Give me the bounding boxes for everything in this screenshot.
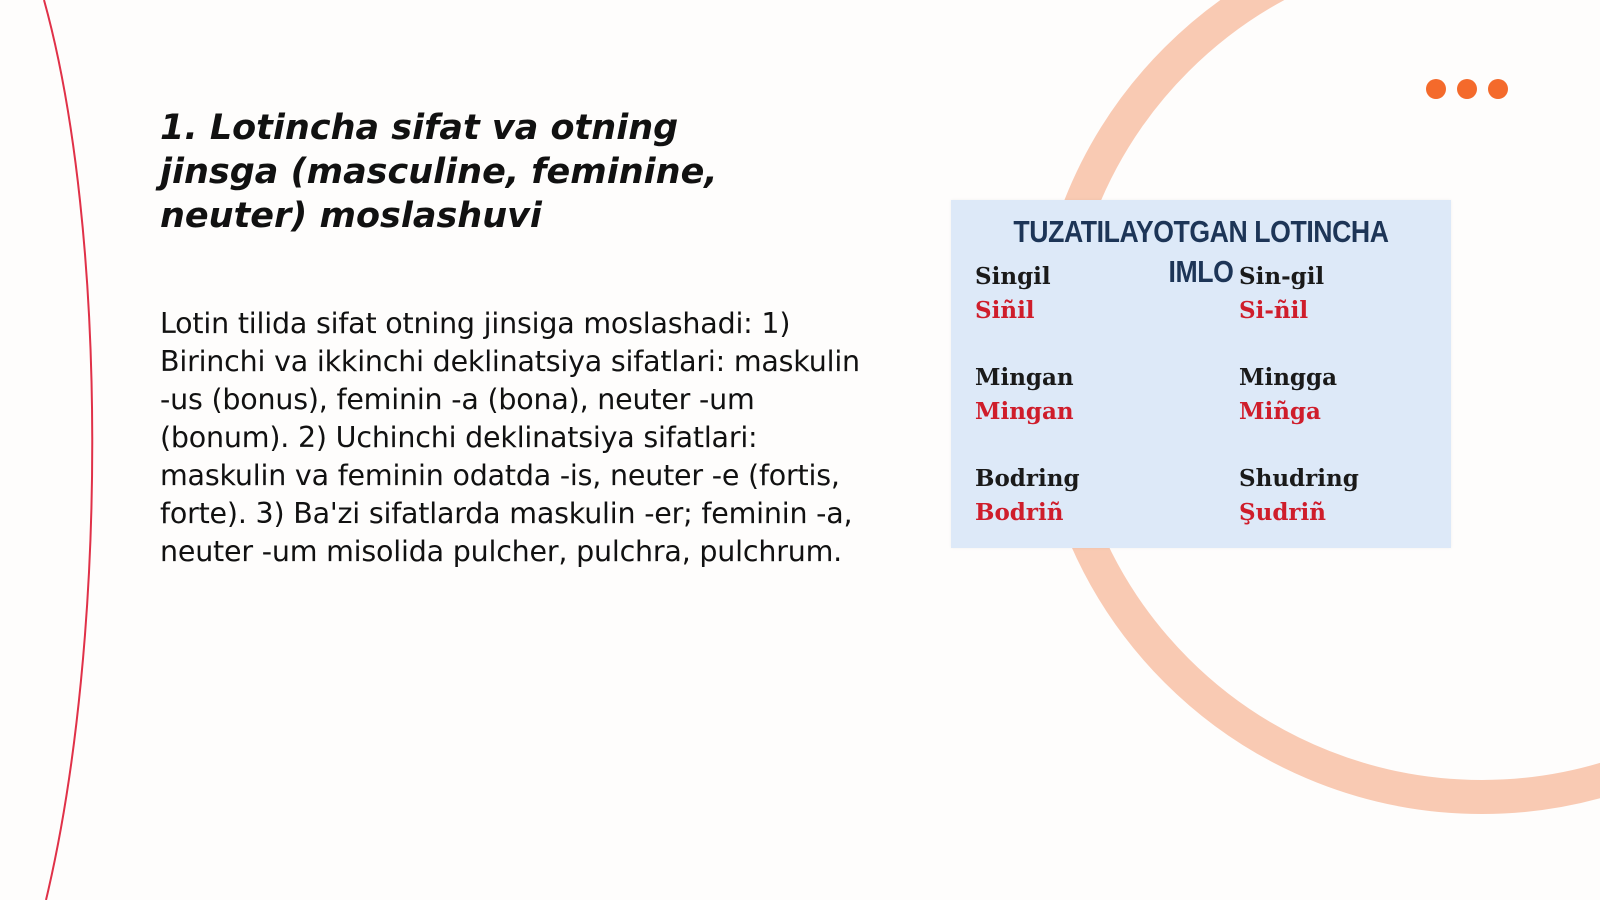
spelling-pair xyxy=(975,361,1074,429)
new-spelling: Si-ñil xyxy=(1239,297,1309,324)
new-spelling: Bodriñ xyxy=(975,499,1064,526)
left-red-curve xyxy=(44,0,92,900)
slide-body-text: Lotin tilida sifat otning jinsiga moslashadi: 1) Birinchi va ikkinchi deklinatsiya sifatlari: maskulin -us (bonus), feminin -a (bona), neuter -um (bonum). 2) Uchinchi deklinatsiya sifatlari: maskulin va feminin odatda -is, neuter -e (fortis, forte). 3) Ba'zi sifatlarda maskulin -er; feminin -a, neuter -um misolida pulcher, pulchra, pulchrum. xyxy=(160,307,860,568)
new-spelling: Şudriñ xyxy=(1239,499,1326,526)
spelling-pair xyxy=(975,260,1051,328)
new-spelling: Mingan xyxy=(975,398,1074,425)
new-spelling: Siñil xyxy=(975,297,1035,324)
old-spelling: Mingan xyxy=(975,364,1074,391)
slide-title: 1. Lotincha sifat va otning jinsga (masculine, feminine, neuter) moslashuvi xyxy=(160,108,718,236)
old-spelling: Singil xyxy=(975,263,1051,290)
new-spelling: Miñga xyxy=(1239,398,1321,425)
three-dots-icon[interactable] xyxy=(1426,79,1508,99)
old-spelling: Shudring xyxy=(1239,465,1359,492)
dot xyxy=(1457,79,1477,99)
dot xyxy=(1426,79,1446,99)
old-spelling: Bodring xyxy=(975,465,1080,492)
spelling-table-title: TUZATILAYOTGAN LOTINCHA IMLO xyxy=(1013,214,1389,289)
spelling-pair xyxy=(1239,260,1324,328)
spelling-table-image xyxy=(951,200,1451,548)
dot xyxy=(1488,79,1508,99)
spelling-pair xyxy=(1239,361,1337,429)
spelling-pair xyxy=(975,462,1080,530)
old-spelling: Mingga xyxy=(1239,364,1337,391)
spelling-pair xyxy=(1239,462,1359,530)
old-spelling: Sin-gil xyxy=(1239,263,1325,290)
